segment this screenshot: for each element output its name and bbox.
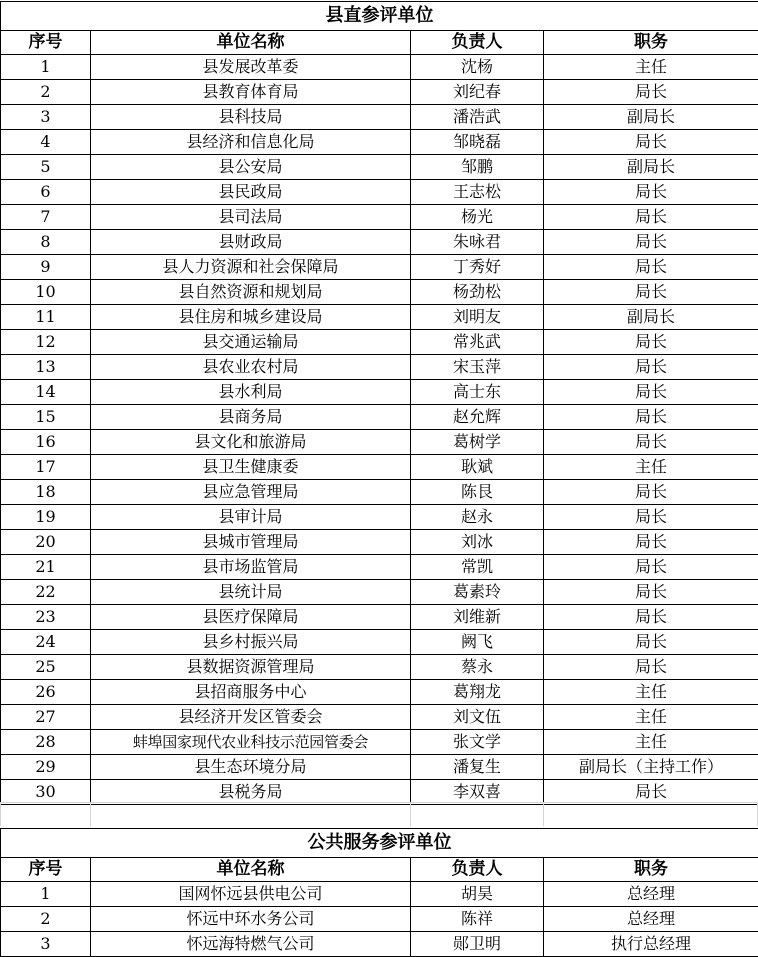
cell-leader: 丁秀好 (411, 255, 544, 280)
cell-index: 14 (1, 380, 91, 405)
table-row (1, 505, 758, 530)
table-row (1, 55, 758, 80)
cell-position: 局长 (544, 655, 758, 680)
cell-position: 局长 (544, 205, 758, 230)
cell-leader: 刘纪春 (411, 80, 544, 105)
cell-position: 局长 (544, 180, 758, 205)
cell-index: 30 (1, 780, 91, 805)
header-position: 职务 (544, 31, 758, 55)
cell-index: 3 (1, 932, 91, 957)
cell-index: 2 (1, 80, 91, 105)
cell-leader: 赵允辉 (411, 405, 544, 430)
cell-position: 局长 (544, 405, 758, 430)
cell-index: 25 (1, 655, 91, 680)
header-unit-name: 单位名称 (91, 31, 411, 55)
cell-position: 副局长 (544, 305, 758, 330)
cell-unit-name: 县应急管理局 (91, 480, 411, 505)
cell-index: 26 (1, 680, 91, 705)
cell-unit-name: 县水利局 (91, 380, 411, 405)
cell-leader: 潘复生 (411, 755, 544, 780)
cell-leader: 高士东 (411, 380, 544, 405)
table-row (1, 705, 758, 730)
cell-leader: 刘维新 (411, 605, 544, 630)
cell-index: 1 (1, 55, 91, 80)
table-row (1, 405, 758, 430)
table-row (1, 907, 758, 932)
cell-leader: 张文学 (411, 730, 544, 755)
table-row (1, 780, 758, 805)
cell-leader: 陈祥 (411, 907, 544, 932)
cell-unit-name: 县自然资源和规划局 (91, 280, 411, 305)
header-leader: 负责人 (411, 31, 544, 55)
table-row (1, 680, 758, 705)
cell-index: 20 (1, 530, 91, 555)
cell-leader: 常兆武 (411, 330, 544, 355)
table-row (1, 630, 758, 655)
cell-unit-name: 县司法局 (91, 205, 411, 230)
cell-unit-name: 县财政局 (91, 230, 411, 255)
cell-index: 18 (1, 480, 91, 505)
cell-leader: 杨劲松 (411, 280, 544, 305)
table-row (1, 280, 758, 305)
cell-position: 局长 (544, 80, 758, 105)
table-row (1, 530, 758, 555)
cell-leader: 潘浩武 (411, 105, 544, 130)
cell-unit-name: 县公安局 (91, 155, 411, 180)
cell-position: 局长 (544, 630, 758, 655)
cell-leader: 邹晓磊 (411, 130, 544, 155)
cell-index: 21 (1, 555, 91, 580)
cell-index: 22 (1, 580, 91, 605)
section-title: 公共服务参评单位 (1, 829, 758, 858)
cell-index: 10 (1, 280, 91, 305)
cell-unit-name: 县税务局 (91, 780, 411, 805)
cell-leader: 葛树学 (411, 430, 544, 455)
cell-unit-name: 县市场监管局 (91, 555, 411, 580)
table-row (1, 480, 758, 505)
cell-position: 局长 (544, 555, 758, 580)
cell-unit-name: 县民政局 (91, 180, 411, 205)
cell-unit-name: 县审计局 (91, 505, 411, 530)
table-row (1, 730, 758, 755)
cell-index: 13 (1, 355, 91, 380)
cell-position: 局长 (544, 280, 758, 305)
cell-index: 2 (1, 907, 91, 932)
header-index: 序号 (1, 858, 91, 882)
cell-unit-name: 县招商服务中心 (91, 680, 411, 705)
cell-leader: 阙飞 (411, 630, 544, 655)
cell-leader: 葛素玲 (411, 580, 544, 605)
cell-unit-name: 县数据资源管理局 (91, 655, 411, 680)
cell-leader: 李双喜 (411, 780, 544, 805)
cell-unit-name: 县交通运输局 (91, 330, 411, 355)
cell-unit-name: 县生态环境分局 (91, 755, 411, 780)
cell-position: 主任 (544, 705, 758, 730)
cell-position: 局长 (544, 230, 758, 255)
cell-position: 局长 (544, 430, 758, 455)
cell-index: 12 (1, 330, 91, 355)
cell-unit-name: 县统计局 (91, 580, 411, 605)
cell-position: 局长 (544, 605, 758, 630)
table-row (1, 230, 758, 255)
cell-unit-name: 县文化和旅游局 (91, 430, 411, 455)
cell-index: 6 (1, 180, 91, 205)
cell-leader: 刘明友 (411, 305, 544, 330)
cell-position: 总经理 (544, 907, 758, 932)
cell-unit-name: 怀远中环水务公司 (91, 907, 411, 932)
cell-unit-name: 国网怀远县供电公司 (91, 882, 411, 907)
cell-leader: 胡昊 (411, 882, 544, 907)
cell-leader: 沈杨 (411, 55, 544, 80)
cell-index: 7 (1, 205, 91, 230)
header-row (1, 858, 758, 882)
cell-unit-name: 县住房和城乡建设局 (91, 305, 411, 330)
table-title-row (1, 2, 758, 31)
cell-position: 副局长（主持工作） (544, 755, 758, 780)
cell-unit-name: 县农业农村局 (91, 355, 411, 380)
cell-index: 17 (1, 455, 91, 480)
table-row (1, 155, 758, 180)
section-title: 县直参评单位 (1, 2, 758, 31)
table-row (1, 380, 758, 405)
cell-position: 主任 (544, 455, 758, 480)
table-row (1, 455, 758, 480)
cell-unit-name: 县经济开发区管委会 (91, 705, 411, 730)
cell-index: 19 (1, 505, 91, 530)
table-row (1, 755, 758, 780)
header-index: 序号 (1, 31, 91, 55)
cell-leader: 葛翔龙 (411, 680, 544, 705)
cell-index: 23 (1, 605, 91, 630)
cell-leader: 王志松 (411, 180, 544, 205)
cell-unit-name: 县人力资源和社会保障局 (91, 255, 411, 280)
cell-position: 局长 (544, 580, 758, 605)
table-row (1, 105, 758, 130)
cell-index: 8 (1, 230, 91, 255)
cell-position: 局长 (544, 355, 758, 380)
cell-unit-name: 怀远海特燃气公司 (91, 932, 411, 957)
table-row (1, 932, 758, 957)
cell-unit-name: 县商务局 (91, 405, 411, 430)
table-row (1, 180, 758, 205)
cell-leader: 郧卫明 (411, 932, 544, 957)
cell-position: 执行总经理 (544, 932, 758, 957)
cell-index: 16 (1, 430, 91, 455)
cell-index: 3 (1, 105, 91, 130)
cell-unit-name: 县教育体育局 (91, 80, 411, 105)
cell-unit-name: 蚌埠国家现代农业科技示范园管委会 (91, 730, 411, 755)
cell-leader: 陈艮 (411, 480, 544, 505)
cell-index: 28 (1, 730, 91, 755)
table-row (1, 80, 758, 105)
cell-leader: 宋玉萍 (411, 355, 544, 380)
cell-position: 总经理 (544, 882, 758, 907)
table-row (1, 555, 758, 580)
table-row (1, 130, 758, 155)
cell-position: 局长 (544, 380, 758, 405)
cell-leader: 蔡永 (411, 655, 544, 680)
table-row (1, 430, 758, 455)
cell-unit-name: 县医疗保障局 (91, 605, 411, 630)
cell-leader: 刘冰 (411, 530, 544, 555)
cell-position: 局长 (544, 255, 758, 280)
table-row (1, 305, 758, 330)
cell-leader: 刘文伍 (411, 705, 544, 730)
cell-position: 局长 (544, 330, 758, 355)
public-service-units-table (0, 828, 758, 957)
table-gap (0, 802, 758, 828)
cell-unit-name: 县城市管理局 (91, 530, 411, 555)
cell-position: 局长 (544, 530, 758, 555)
cell-position: 主任 (544, 55, 758, 80)
cell-leader: 常凯 (411, 555, 544, 580)
cell-unit-name: 县经济和信息化局 (91, 130, 411, 155)
cell-position: 局长 (544, 780, 758, 805)
cell-position: 副局长 (544, 155, 758, 180)
cell-leader: 邹鹏 (411, 155, 544, 180)
table-row (1, 882, 758, 907)
cell-position: 局长 (544, 505, 758, 530)
cell-unit-name: 县科技局 (91, 105, 411, 130)
cell-unit-name: 县发展改革委 (91, 55, 411, 80)
header-row (1, 31, 758, 55)
cell-position: 主任 (544, 680, 758, 705)
table-title-row (1, 829, 758, 858)
cell-index: 4 (1, 130, 91, 155)
cell-index: 11 (1, 305, 91, 330)
cell-leader: 耿斌 (411, 455, 544, 480)
cell-index: 5 (1, 155, 91, 180)
table-row (1, 255, 758, 280)
cell-position: 副局长 (544, 105, 758, 130)
table-row (1, 605, 758, 630)
cell-index: 24 (1, 630, 91, 655)
cell-unit-name: 县卫生健康委 (91, 455, 411, 480)
cell-leader: 杨光 (411, 205, 544, 230)
table-row (1, 655, 758, 680)
cell-unit-name: 县乡村振兴局 (91, 630, 411, 655)
header-unit-name: 单位名称 (91, 858, 411, 882)
table-row (1, 330, 758, 355)
cell-index: 9 (1, 255, 91, 280)
cell-index: 27 (1, 705, 91, 730)
cell-position: 局长 (544, 130, 758, 155)
table-row (1, 580, 758, 605)
cell-leader: 朱咏君 (411, 230, 544, 255)
header-position: 职务 (544, 858, 758, 882)
cell-index: 1 (1, 882, 91, 907)
cell-index: 29 (1, 755, 91, 780)
table-row (1, 355, 758, 380)
cell-index: 15 (1, 405, 91, 430)
cell-position: 局长 (544, 480, 758, 505)
table-row (1, 205, 758, 230)
cell-position: 主任 (544, 730, 758, 755)
county-units-table (0, 1, 758, 805)
header-leader: 负责人 (411, 858, 544, 882)
cell-leader: 赵永 (411, 505, 544, 530)
